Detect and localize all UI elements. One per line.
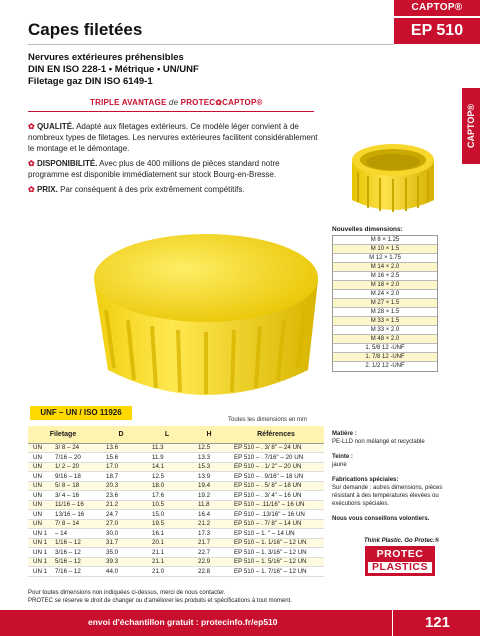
thread-type: UN [33,510,42,518]
thread-size: 3/ 8 – 24 [55,444,80,452]
feature-label: QUALITÉ. [36,122,75,131]
dimension-cell: 23.6 [98,491,144,501]
subtitle-block [28,52,199,88]
reference-cell: EP 510 – . 5/ 8" – 18 UN [228,481,324,491]
logo-line-2: PLASTICS [368,562,432,573]
dimension-cell: 15.0 [144,510,190,520]
footer-separator [392,610,393,636]
dimension-cell: 22.9 [190,557,228,567]
thread-type: UN [33,444,42,452]
thread-type: UN [33,482,42,490]
thread-type: UN [33,472,42,480]
protec-plastics-logo [365,546,435,576]
thread-type: UN 1 [33,529,48,537]
dimension-cell: 12.5 [144,472,190,482]
table-row [28,453,324,463]
feature-label: DISPONIBILITÉ. [36,159,98,168]
thread-size: 5/16 – 12 [55,558,81,566]
dimension-cell: 30.0 [98,529,144,539]
thread-size: 5/ 8 – 18 [55,482,80,490]
reference-cell: EP 510 – . 9/16" – 18 UN [228,472,324,482]
table-row [28,557,324,567]
title-divider [28,44,394,45]
reference-cell: EP 510 – 1. 1/16" – 12 UN [228,538,324,548]
subtitle-line: DIN EN ISO 228-1 • Métrique • UN/UNF [28,64,199,75]
thread-type: UN [33,463,42,471]
thread-cell [28,519,98,529]
dimension-cell: 35.0 [98,548,144,558]
table-row [28,491,324,501]
new-dimension-item: M 14 × 2.0 [333,263,437,272]
dimension-cell: 21.2 [190,519,228,529]
thread-type: UN [33,520,42,528]
thread-type: UN 1 [33,567,48,575]
dimension-cell: 10.5 [144,500,190,510]
thread-cell [28,443,98,453]
material-value: PE-LLD non mélangé et recyclable [332,439,425,445]
reference-cell: EP 510 – 1. 5/16" – 12 UN [228,557,324,567]
logo-tagline: Think Plastic. Go Protec.® [364,538,440,544]
product-info [332,430,452,523]
logo-line-1: PROTEC [376,548,424,560]
thread-size: 9/16 – 18 [55,472,81,480]
color-heading: Teinte : [332,454,353,460]
thread-size: 3/16 – 12 [55,548,81,556]
dimension-cell: 11.3 [144,443,190,453]
dimension-cell: 12.5 [190,443,228,453]
thread-cell [28,462,98,472]
table-row [28,510,324,520]
new-dimension-item: M 48 × 2.0 [333,335,437,344]
dimension-cell: 24.7 [98,510,144,520]
advantage-brand: PROTEC✿CAPTOP® [180,98,263,107]
dimension-cell: 22.7 [190,548,228,558]
new-dimension-item: M 33 × 2.0 [333,326,437,335]
thread-cell [28,557,98,567]
material-heading: Matière : [332,431,357,437]
brand-tab: CAPTOP® [394,0,480,16]
new-dimension-item: M 16 × 2.5 [333,272,437,281]
page-title: Capes filetées [28,20,143,39]
table-row [28,548,324,558]
advantage-de: de [168,98,179,107]
thread-type: UN [33,453,42,461]
thread-type: UN [33,501,42,509]
flower-bullet-icon: ✿ [28,122,35,131]
table-row [28,481,324,491]
feature-text: Adapté aux filetages extérieurs. Ce modèle léger convient à de nombreux types de filetages. Les nervures extérieures facilitent considérablement le montage et le démontage. [28,122,318,153]
feature-text: Par conséquent à des prix extrêmement compétitifs. [60,185,245,194]
thread-cell [28,453,98,463]
dimension-cell: 31.7 [98,538,144,548]
dimension-cell: 20.3 [98,481,144,491]
thread-cell [28,491,98,501]
dimension-cell: 16.4 [190,510,228,520]
feature-text: Avec plus de 400 millions de pièces standard notre programme est disponible immédiatement sur stock Bourg-en-Bresse. [28,159,280,179]
table-label: UNF – UN / ISO 11926 [30,406,132,420]
table-row [28,500,324,510]
footer-notes [28,590,292,605]
reference-cell: EP 510 – 1. 7/16" – 12 UN [228,567,324,577]
thread-size: 13/16 – 16 [55,510,85,518]
thread-cell [28,529,98,539]
feature-quality [28,121,318,154]
thread-cell [28,538,98,548]
reference-cell: EP 510 – 1. " – 14 UN [228,529,324,539]
feature-availability [28,158,318,180]
special-heading: Fabrications spéciales: [332,477,399,483]
reference-cell: EP 510 – .11/16" – 16 UN [228,500,324,510]
dimensions-table [28,426,324,577]
dimension-cell: 18.7 [98,472,144,482]
new-dimension-item: M 28 × 1.5 [333,308,437,317]
color-value: jaune [332,462,347,468]
dimension-cell: 19.4 [190,481,228,491]
dimension-cell: 19.5 [144,519,190,529]
thread-cell [28,548,98,558]
thread-size: 7/16 – 12 [55,567,81,575]
footer-note: PROTEC se réserve le droit de changer ou d'améliorer les produits et spécifications à tout moment. [28,597,292,604]
thread-cell [28,500,98,510]
dimension-cell: 17.0 [98,462,144,472]
thread-cell [28,481,98,491]
column-header: Références [228,426,324,443]
dimension-cell: 21.1 [144,548,190,558]
reference-cell: EP 510 – . 3/ 8" – 24 UN [228,443,324,453]
new-dimension-item: M 8 × 1.25 [333,236,437,245]
dimension-cell: 20.1 [144,538,190,548]
dimension-cell: 16.1 [144,529,190,539]
page-number: 121 [424,614,450,631]
feature-label: PRIX. [36,185,58,194]
dimension-cell: 21.7 [190,538,228,548]
table-row [28,567,324,577]
new-dimensions-title: Nouvelles dimensions: [332,226,403,233]
dimension-cell: 21.0 [144,567,190,577]
dimension-cell: 22.8 [190,567,228,577]
advantage-prefix: TRIPLE AVANTAGE [90,98,167,107]
table-header-row [28,426,324,443]
advantage-divider [28,111,314,112]
dimension-cell: 11.8 [190,500,228,510]
thread-type: UN [33,491,42,499]
thread-cell [28,472,98,482]
reference-cell: EP 510 – . 1/ 2" – 20 UN [228,462,324,472]
new-dimension-item: M 10 × 1.5 [333,245,437,254]
new-dimension-item: M 12 × 1.75 [333,254,437,263]
dimensions-note: Toutes les dimensions en mm [228,417,308,423]
subtitle-line: Filetage gaz DIN ISO 6149-1 [28,76,153,87]
column-header: H [190,426,228,443]
new-dimension-item: M 33 × 1.5 [333,317,437,326]
column-header: Filetage [28,426,98,443]
thread-size: 7/16 – 20 [55,453,81,461]
new-dimension-item: 1. 5/8 12 -UNF [333,344,437,353]
subtitle-line: Nervures extérieures préhensibles [28,52,184,63]
thread-size: 3/ 4 – 16 [55,491,80,499]
thread-cell [28,510,98,520]
thread-size: 7/ 8 – 14 [55,520,80,528]
dimension-cell: 39.3 [98,557,144,567]
thread-type: UN 1 [33,539,48,547]
feature-price [28,184,318,195]
dimension-cell: 21.2 [98,500,144,510]
column-header: D [98,426,144,443]
new-dimensions-box [332,226,438,372]
new-dimension-item: M 27 × 1.5 [333,299,437,308]
small-cap-illustration [338,120,448,225]
large-cap-illustration [88,220,324,410]
dimension-cell: 27.0 [98,519,144,529]
new-dimension-item: M 24 × 2.0 [333,290,437,299]
flower-bullet-icon: ✿ [28,185,35,194]
dimension-cell: 13.3 [190,453,228,463]
new-dimension-item: 2. 1/2 12 -UNF [333,362,437,371]
reference-cell: EP 510 – . 7/ 8" – 14 UN [228,519,324,529]
dimension-cell: 15.6 [98,453,144,463]
dimension-cell: 14.1 [144,462,190,472]
sample-link[interactable]: envoi d'échantillon gratuit : protecinfo.fr/ep510 [88,617,278,627]
product-code-tab: EP 510 [394,18,480,44]
special-block [332,476,452,508]
color-block [332,453,452,469]
reference-cell: EP 510 – 1. 3/16" – 12 UN [228,548,324,558]
dimension-cell: 17.6 [144,491,190,501]
material-block [332,430,452,446]
dimension-cell: 13.9 [190,472,228,482]
thread-size: 1/ 2 – 20 [55,463,80,471]
dimension-cell: 17.3 [190,529,228,539]
table-row [28,443,324,453]
new-dimensions-list [332,235,438,372]
dimension-cell: 11.9 [144,453,190,463]
dimension-cell: 44.0 [98,567,144,577]
advantage-heading [90,98,263,107]
table-row [28,538,324,548]
side-brand-tab [462,88,480,164]
thread-cell [28,567,98,577]
special-value: Sur demande : autres dimensions, pièces résistant à des températures élevées ou exécutions spéciales. [332,485,443,507]
thread-type: UN 1 [33,558,48,566]
dimension-cell: 15.3 [190,462,228,472]
new-dimension-item: 1. 7/8 12 -UNF [333,353,437,362]
thread-type: UN 1 [33,548,48,556]
table-row [28,529,324,539]
side-tab-label: CAPTOP® [466,104,476,148]
thread-size: 1/16 – 12 [55,539,81,547]
thread-size: 11/16 – 16 [55,501,84,509]
thread-size: – 14 [55,529,68,537]
table-row [28,472,324,482]
dimension-cell: 19.2 [190,491,228,501]
column-header: L [144,426,190,443]
footer-note: Pour toutes dimensions non indiquées ci-dessus, merci de nous contacter. [28,590,226,596]
table-row [28,519,324,529]
flower-bullet-icon: ✿ [28,159,35,168]
table-row [28,462,324,472]
dimension-cell: 13.6 [98,443,144,453]
reference-cell: EP 510 – .13/16" – 16 UN [228,510,324,520]
advice-text: Nous vous conseillons volontiers. [332,516,430,522]
new-dimension-item: M 18 × 2.0 [333,281,437,290]
dimension-cell: 21.1 [144,557,190,567]
reference-cell: EP 510 – . 7/16" – 20 UN [228,453,324,463]
reference-cell: EP 510 – . 3/ 4" – 16 UN [228,491,324,501]
dimension-cell: 18.0 [144,481,190,491]
